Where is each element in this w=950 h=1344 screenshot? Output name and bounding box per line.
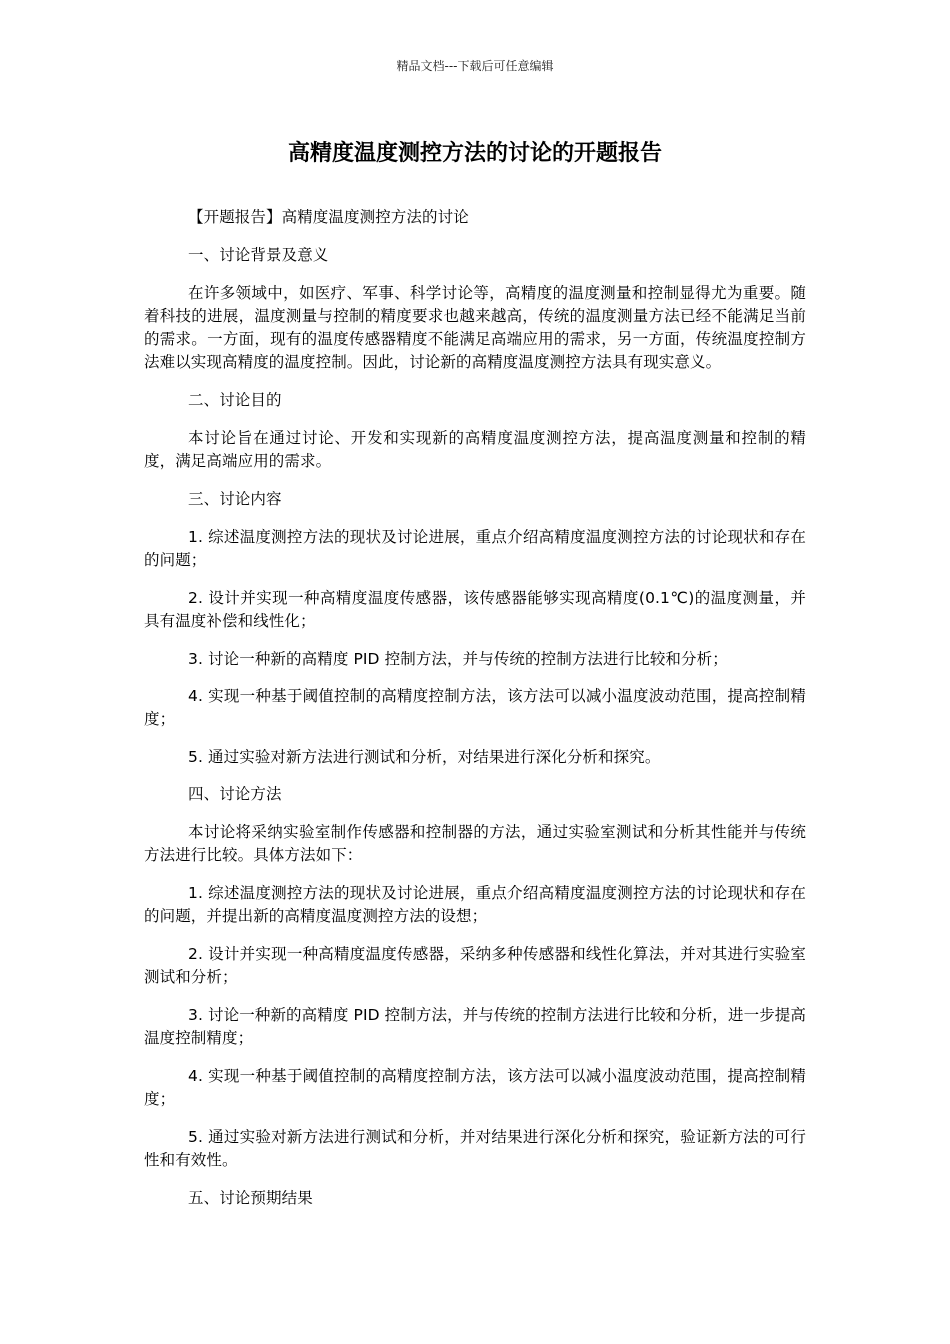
content-item-2: 2. 设计并实现一种高精度温度传感器，该传感器能够实现高精度(0.1℃)的温度测量，并具有温度补偿和线性化； <box>144 589 806 630</box>
paragraph-purpose: 本讨论旨在通过讨论、开发和实现新的高精度温度测控方法，提高温度测量和控制的精度，满足高端应用的需求。 <box>144 429 806 470</box>
document-body <box>144 206 806 1225</box>
section-heading-method: 四、讨论方法 <box>188 785 282 803</box>
report-label: 【开题报告】高精度温度测控方法的讨论 <box>188 208 469 226</box>
method-item-1: 1. 综述温度测控方法的现状及讨论进展，重点介绍高精度温度测控方法的讨论现状和存在的问题，并提出新的高精度温度测控方法的设想； <box>144 884 806 925</box>
section-heading-content: 三、讨论内容 <box>188 490 282 508</box>
section-heading-background: 一、讨论背景及意义 <box>188 246 329 264</box>
content-item-4: 4. 实现一种基于阈值控制的高精度控制方法，该方法可以减小温度波动范围，提高控制精度； <box>144 687 806 728</box>
paragraph-method: 本讨论将采纳实验室制作传感器和控制器的方法，通过实验室测试和分析其性能并与传统方法进行比较。具体方法如下： <box>144 823 806 864</box>
page-header: 精品文档---下载后可任意编辑 <box>396 59 554 73</box>
method-item-3: 3. 讨论一种新的高精度 PID 控制方法，并与传统的控制方法进行比较和分析，进一步提高温度控制精度； <box>144 1006 806 1047</box>
content-item-5: 5. 通过实验对新方法进行测试和分析，对结果进行深化分析和探究。 <box>188 748 661 766</box>
method-item-4: 4. 实现一种基于阈值控制的高精度控制方法，该方法可以减小温度波动范围，提高控制精度； <box>144 1067 806 1108</box>
document-title: 高精度温度测控方法的讨论的开题报告 <box>287 141 662 166</box>
method-item-2: 2. 设计并实现一种高精度温度传感器，采纳多种传感器和线性化算法，并对其进行实验室测试和分析； <box>144 945 806 986</box>
content-item-1: 1. 综述温度测控方法的现状及讨论进展，重点介绍高精度温度测控方法的讨论现状和存在的问题； <box>144 528 806 569</box>
section-heading-expected-results: 五、讨论预期结果 <box>188 1189 313 1207</box>
section-heading-purpose: 二、讨论目的 <box>188 391 282 409</box>
content-item-3: 3. 讨论一种新的高精度 PID 控制方法，并与传统的控制方法进行比较和分析； <box>188 650 728 668</box>
method-item-5: 5. 通过实验对新方法进行测试和分析，并对结果进行深化分析和探究，验证新方法的可行性和有效性。 <box>144 1128 806 1169</box>
paragraph-background: 在许多领域中，如医疗、军事、科学讨论等，高精度的温度测量和控制显得尤为重要。随着科技的进展，温度测量与控制的精度要求也越来越高，传统的温度测量方法已经不能满足当前的需求。一方面，现有的温度传感器精度不能满足高端应用的需求，另一方面，传统温度控制方法难以实现高精度的温度控制。因此，讨论新的高精度温度测控方法具有现实意义。 <box>144 284 806 371</box>
